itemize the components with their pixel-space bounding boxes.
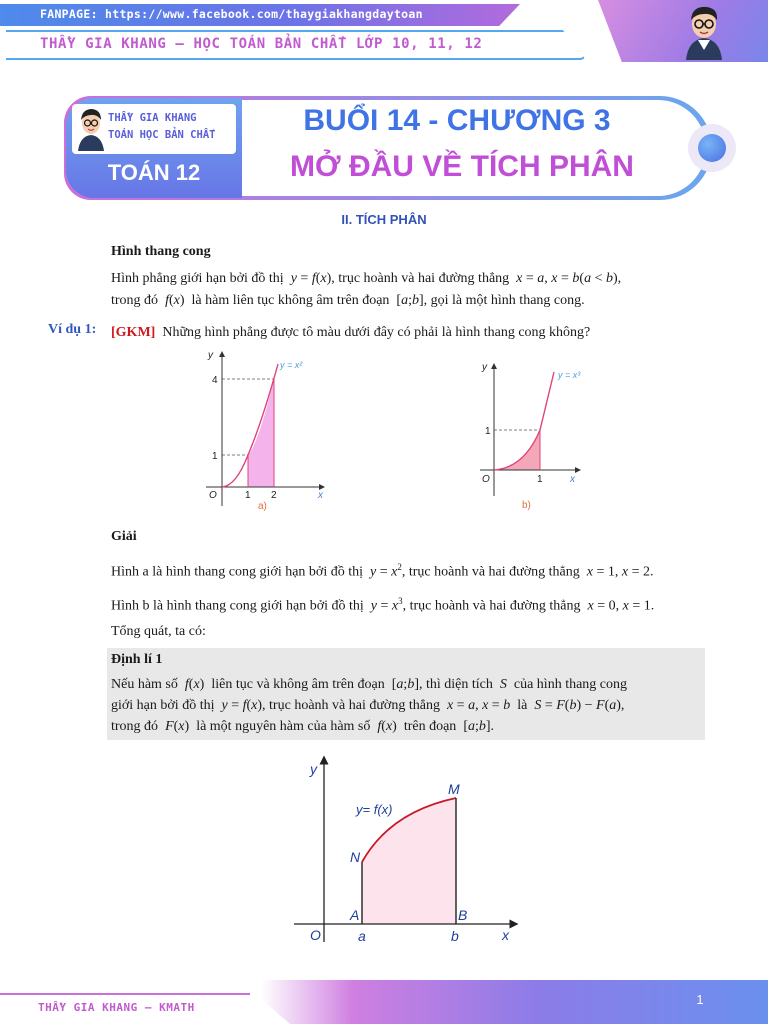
main-curve-label: y= f(x) [356,802,393,817]
subheading: Hình thang cong [111,244,211,259]
solution-b-text-1: Hình b là hình thang cong giới hạn bởi đồ thị [111,598,364,614]
footer-divider [0,993,250,995]
fanpage-link[interactable]: FANPAGE: https://www.facebook.com/thaygiakhangdaytoan [40,7,423,21]
theorem-line3: trong đó F(x) là một nguyên hàm của hàm số f(x) trên đoạn [a;b]. [111,719,495,734]
definition-text-2: , trục hoành và hai đường thẳng [331,271,510,286]
fig-b-shaded-region [494,430,540,470]
page-number: 1 [696,992,704,1007]
main-y-label: y [310,761,317,777]
definition-line1: Hình phẳng giới hạn bởi đồ thị y = f(x), trục hoành và hai đường thẳng x = a, x = b(a < b), [111,271,622,286]
solution-heading: Giải [111,529,137,544]
main-B-label: B [458,907,468,923]
fig-b-x-label: x [570,474,575,485]
solution-line-a: Hình a là hình thang cong giới hạn bởi đồ thị $y = x^2$, trục hoành và hai đường thẳng x = 1, x = 2. [111,562,654,580]
main-b-label: b [451,928,459,944]
teacher-name-line2: TOÁN HỌC BẢN CHẤT [108,129,216,141]
footer-brand: THẦY GIA KHANG – KMATH [38,1001,195,1014]
example-tag: [GKM] [111,325,156,340]
solution-b-text-2: , trục hoành và hai đường thẳng [402,598,581,614]
theorem-line1: Nếu hàm số f(x) liên tục và không âm trên đoạn [a;b], thì diện tích S của hình thang cong [111,677,628,692]
theorem-text-9: là một nguyên hàm của hàm số [196,719,371,734]
fig-a-tick-x1: 1 [245,490,251,501]
example-question-line [111,322,706,344]
theorem-text-2: liên tục và không âm trên đoạn [211,677,385,692]
main-N-label: N [350,849,361,865]
theorem-line2: giới hạn bởi đồ thị y = f(x), trục hoành và hai đường thẳng x = a, x = b là S = F(b) − F(a), [111,698,625,713]
theorem-text-7: là [517,698,528,713]
example-label: Ví dụ 1: [48,322,97,337]
fig-a-origin-label: O [209,490,217,501]
header-badge-core [698,134,726,162]
theorem-text-1: Nếu hàm số [111,677,178,692]
lesson-title: BUỔI 14 - CHƯƠNG 3 [303,104,611,137]
theorem-text-5: giới hạn bởi đồ thị [111,698,215,713]
figure-main [290,752,530,948]
main-a-label: a [358,928,366,944]
definition-text-4: là hàm liên tục không âm trên đoạn [191,293,390,308]
fig-b-curve-label: y = x³ [558,370,581,380]
main-x-label: x [502,927,509,943]
main-M-label: M [448,781,460,797]
theorem-text-3: , thì diện tích [418,677,493,692]
fig-b-caption: b) [522,500,531,511]
fig-a-y-label: y [208,350,213,361]
fig-b-curve [494,372,554,470]
figure-b [474,358,594,514]
fig-b-y-label: y [482,362,487,373]
solution-line-b: Hình b là hình thang cong giới hạn bởi đồ thị $y = x^3$, trục hoành và hai đường thẳng x = 0, x = 1. [111,596,655,614]
fig-b-origin-label: O [482,474,490,485]
definition-paragraph [111,268,706,312]
fig-a-curve-label: y = x² [280,360,303,370]
topic-title: MỞ ĐẦU VỀ TÍCH PHÂN [290,150,634,183]
theorem-text-8: trong đó [111,719,159,734]
definition-text-3: trong đó [111,293,159,308]
solution-a-text-2: , trục hoành và hai đường thẳng [401,564,580,580]
definition-text-5: , gọi là một hình thang cong. [423,293,585,308]
definition-text-1: Hình phẳng giới hạn bởi đồ thị [111,271,284,286]
fig-a-tick-y1: 1 [212,451,218,462]
fig-a-tick-x2: 2 [271,490,277,501]
theorem-text-6: , trục hoành và hai đường thẳng [262,698,440,713]
section-title: II. TÍCH PHÂN [341,212,427,227]
teacher-name-line1: THẦY GIA KHANG [108,112,197,124]
theorem-body [111,674,706,737]
theorem-text-4: của hình thang cong [513,677,628,692]
main-A-label: A [350,907,360,923]
solution-a-text-1: Hình a là hình thang cong giới hạn bởi đồ thị [111,564,363,580]
theorem-title: Định lí 1 [111,652,163,667]
grade-label: TOÁN 12 [107,160,201,185]
teacher-mini-icon [75,105,107,151]
top-banner [0,0,768,64]
example-question: Những hình phẳng được tô màu dưới đây có phải là hình thang cong không? [162,325,591,340]
figure-a [196,346,336,514]
fig-b-tick-x1: 1 [537,474,543,485]
fig-a-shaded-region [248,379,274,487]
teacher-avatar-icon [680,2,728,60]
general-statement: Tổng quát, ta có: [111,624,206,639]
fig-a-caption: a) [258,501,267,512]
main-origin-label: O [310,927,321,943]
fig-b-tick-y1: 1 [485,426,491,437]
teacher-name [108,110,215,144]
fig-a-x-label: x [318,490,323,501]
banner-title: THẦY GIA KHANG – HỌC TOÁN BẢN CHẤT LỚP 10, 11, 12 [40,36,483,52]
definition-line2: trong đó f(x) là hàm liên tục không âm trên đoạn [a;b], gọi là một hình thang cong. [111,293,585,308]
theorem-text-10: trên đoạn [403,719,457,734]
fig-a-tick-y4: 4 [212,375,218,386]
